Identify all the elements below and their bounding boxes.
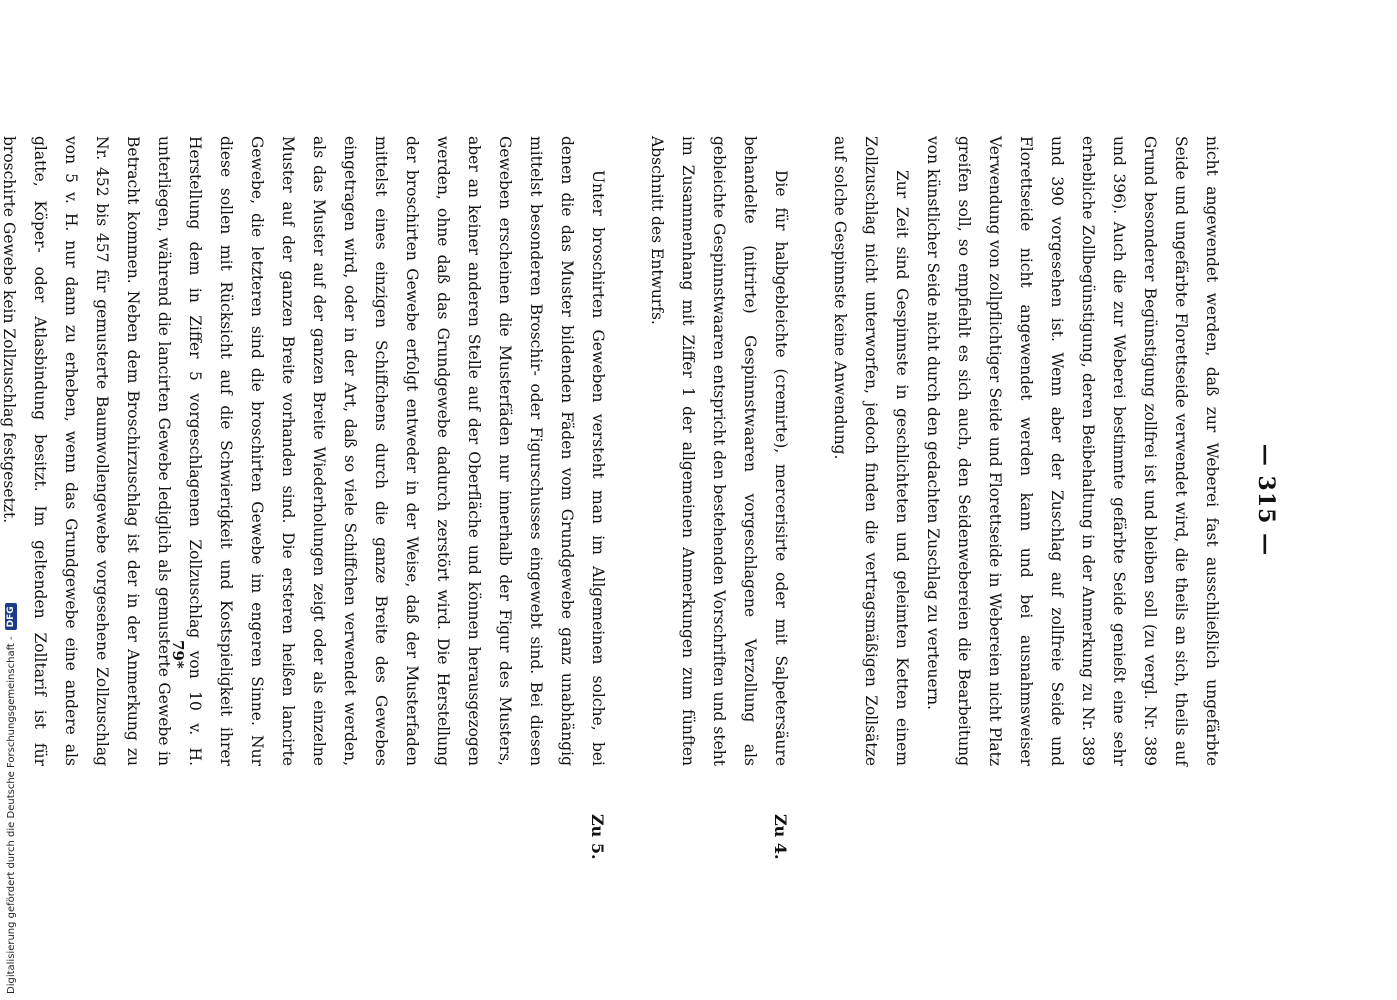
footer-credit: Digitalisierung gefördert durch die Deutsche Forschungsgemeinschaft - [5, 636, 17, 994]
dfg-logo-icon: DFG [5, 603, 17, 630]
footer-credit-row [0, 594, 22, 1000]
digitization-footer [0, 0, 28, 1000]
section-marker: Zu 5. [588, 814, 607, 860]
section-zu-4 [641, 136, 796, 860]
sheet-number: 79* [169, 640, 187, 669]
page-number: — 315 — [1253, 443, 1279, 557]
paragraph: nicht angewendet werden, daß zur Weberei fast ausschließlich ungefärbte Seide und ungefärbte Florettseide verwendet wird, die theils an sich, theils auf Grund besonderer Begünstigung zollfrei ist und bleiben soll (zu vergl. Nr. 389 und 396). Auch die zur Weberei bestimmte gefärbte Seide genießt eine sehr erhebliche Zollbegünstigung, deren Beibehaltung in der Anmerkung zu Nr. 389 und 390 vorgesehen ist. Wenn aber der Zuschlag auf zollfreie Seide und Florettseide nicht angewendet werden kann und bei ausnahmsweiser Verwendung von zollpflichtiger Seide und Florettseide in Webereien nicht Platz greifen soll, so empfiehlt es sich auch, den Seidenwebereien die Bearbeitung von künstlicher Seide nicht durch den gedachten Zuschlag zu verteuern. [924, 136, 1221, 766]
paragraph: Unter broschirten Geweben versteht man im Allgemeinen solche, bei denen die das Muster bildenden Fäden vom Grundgewebe ganz unabhängig mittelst besonderen Broschir- oder Figurschusses eingewebt sind. Bei diesen Geweben erscheinen die Musterfäden nur innerhalb der Figur des Musters, aber an keiner anderen Stelle auf der Oberfläche und können herausgezogen werden, ohne daß das Grundgewebe dadurch zerstört wird. Die Herstellung der broschirten Gewebe erfolgt entweder in der Weise, daß der Musterfaden mittelst eines einzigen Schiffchens durch die ganze Breite des Gewebes eingetragen wird, oder in der Art, daß so viele Schiffchen verwendet werden, als das Muster auf der ganzen Breite Wiederholungen zeigt oder als einzelne Muster auf der ganzen Breite vorhanden sind. Die ersteren heißen lancirte Gewebe, die letzteren sind die broschirten Gewebe im engeren Sinne. Nur diese sollen mit Rücksicht auf die Schwierigkeit und Kostspieligkeit ihrer Herstellung dem in Ziffer 5 vorgeschlagenen Zollzuschlag von 10 v. H. unterliegen, während die lancirten Gewebe lediglich als gemusterte Gewebe in Betracht kommen. Neben dem Broschirzuschlag ist der in der Anmerkung zu Nr. 452 bis 457 für gemusterte Baumwollengewebe vorgesehene Zollzuschlag von 5 v. H. nur dann zu erheben, wenn das Grundgewebe eine andere als glatte, Köper- oder Atlasbindung besitzt. Im geltenden Zolltarif ist für broschirte Gewebe kein Zollzuschlag festgesetzt. [0, 136, 607, 766]
section-marker: Zu 4. [771, 814, 790, 860]
paragraph: Die für halbgebleichte (cremirte), mercerisirte oder mit Salpetersäure behandelte (nitrirte) Gespinnstwaaren vorgeschlagene Verzollung als gebleichte Gespinnstwaaren entspricht den bestehenden Vorschriften und steht im Zusammenhang mit Ziffer 1 der allgemeinen Anmerkungen zum fünften Abschnitt des Entwurfs. [648, 136, 790, 766]
paragraph: Zur Zeit sind Gespinnste in geschlichteten und geleimten Ketten einem Zollzuschlag nicht unterworfen, jedoch finden die vertragsmäßigen Zollsätze auf solche Gespinnste keine Anwendung. [831, 136, 911, 766]
section-intro [824, 136, 1227, 766]
